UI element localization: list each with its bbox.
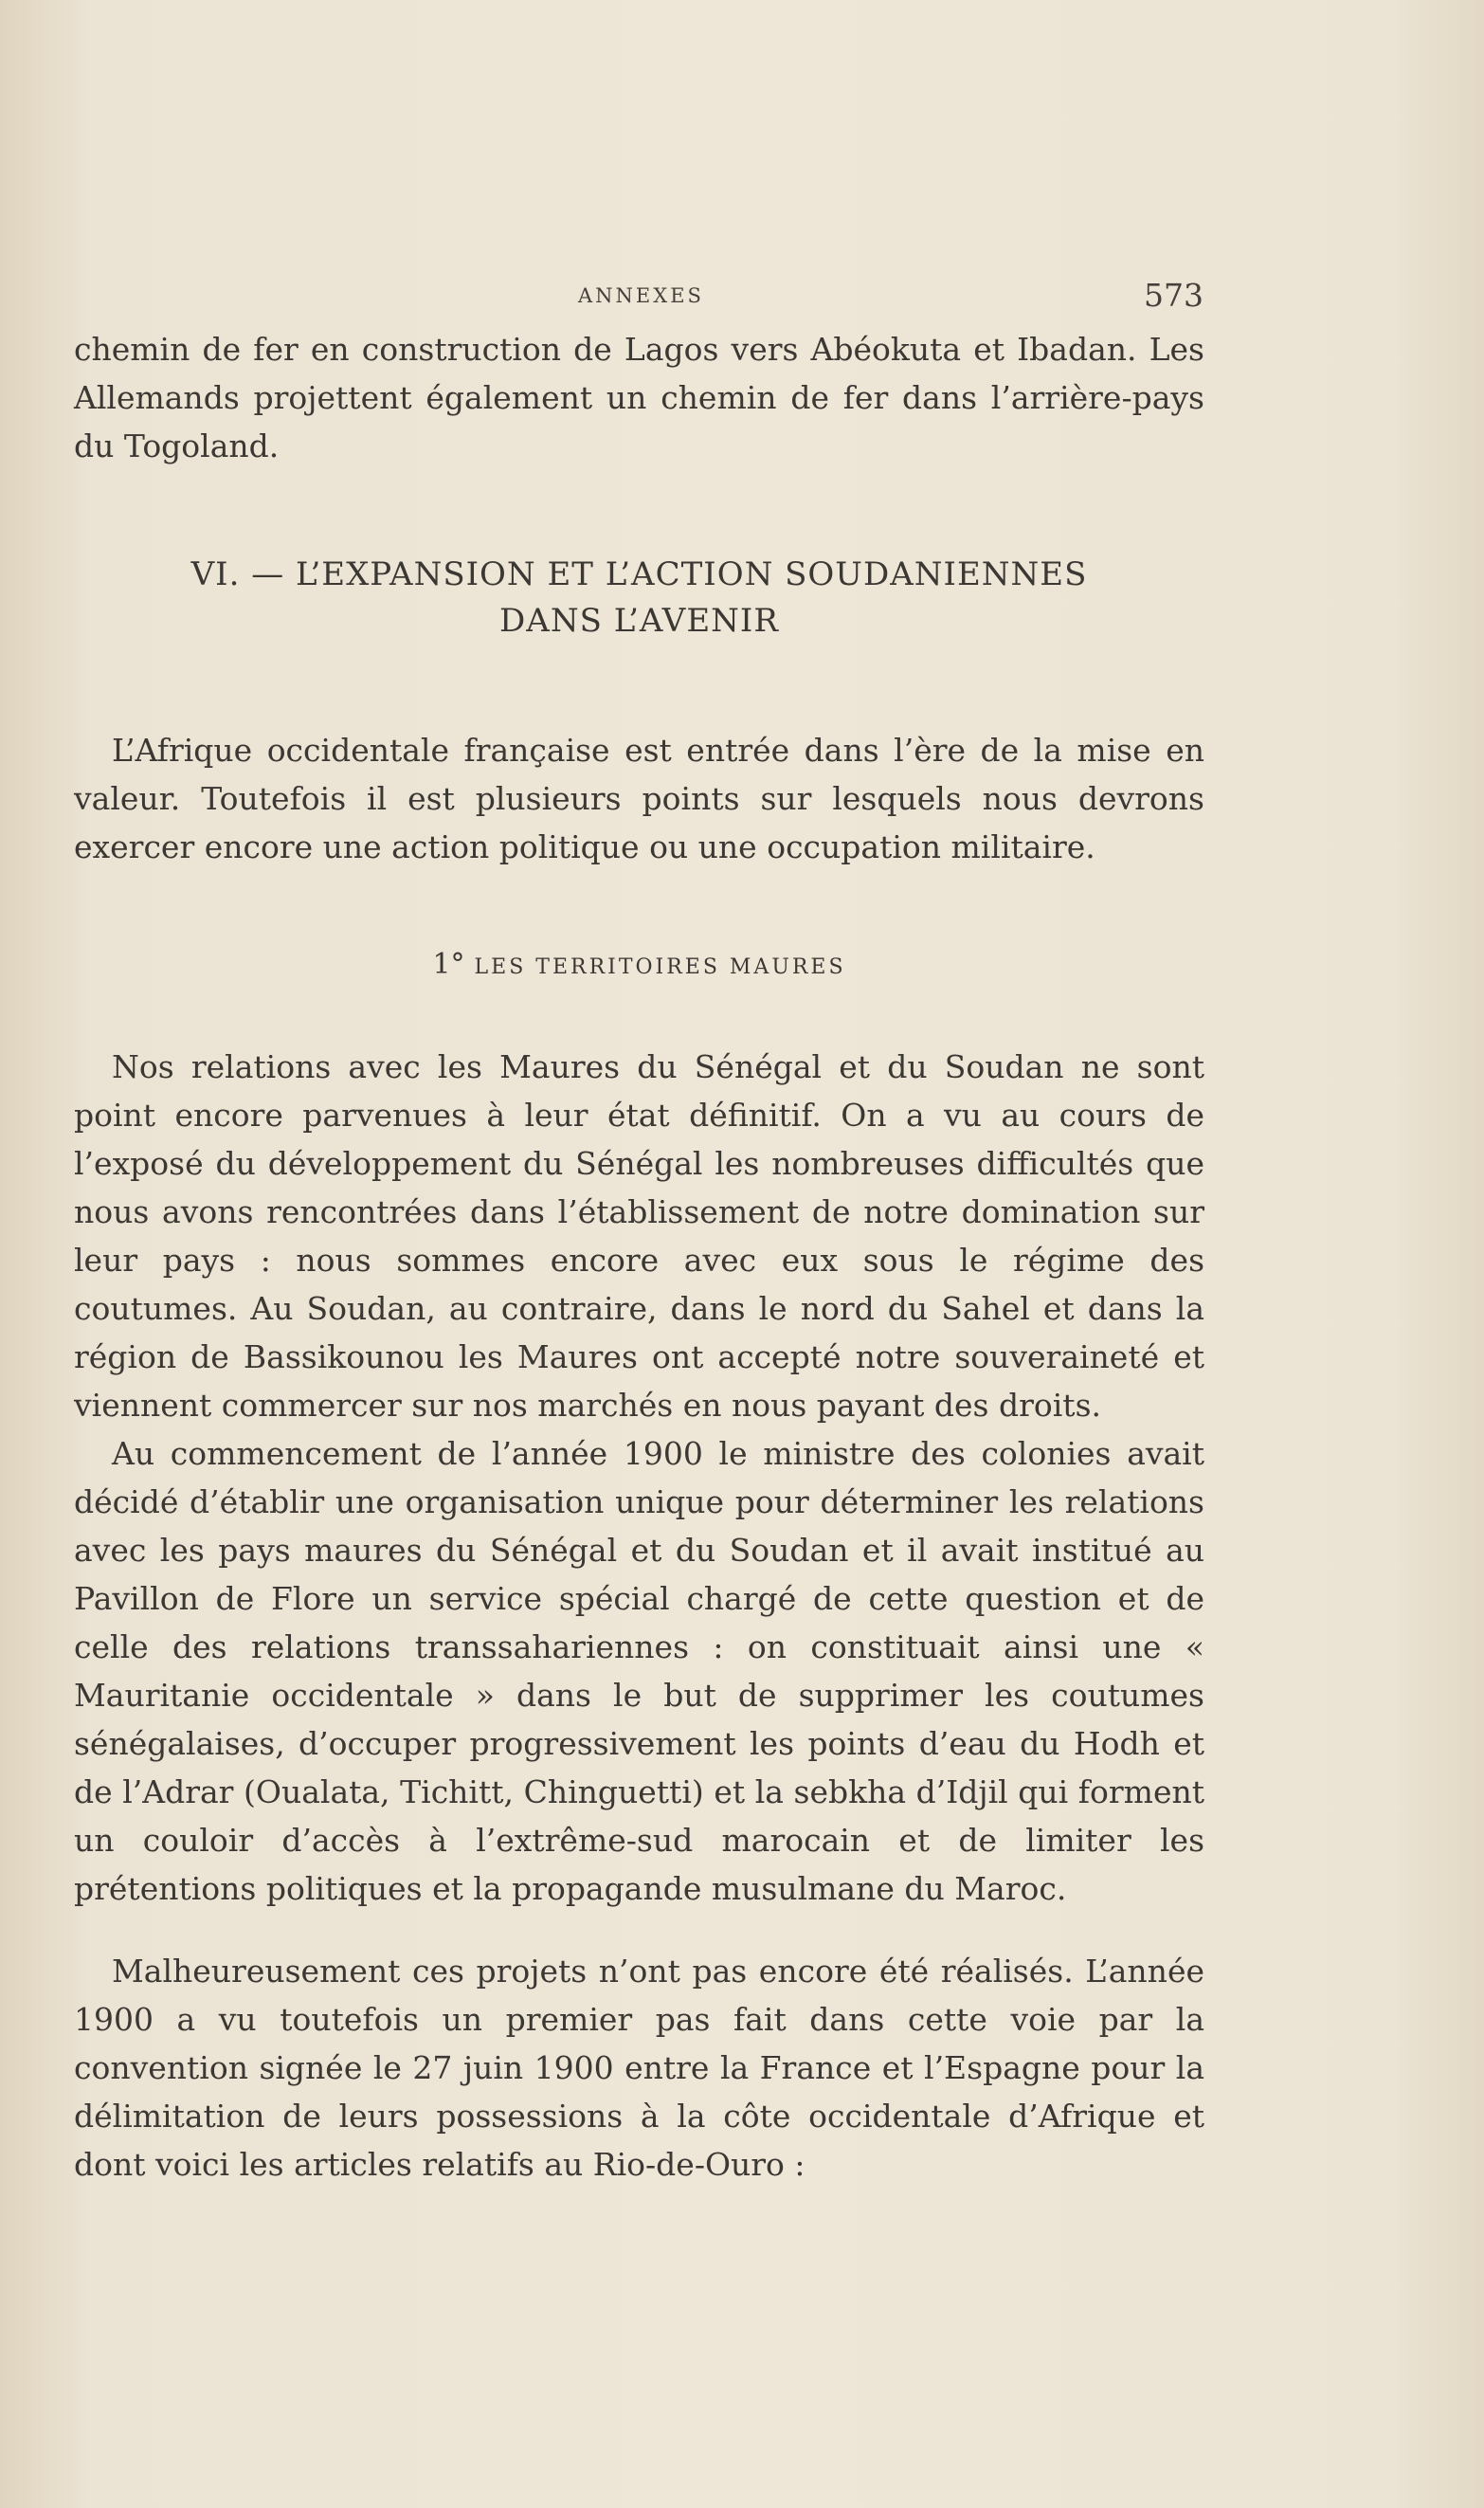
running-title: ANNEXES xyxy=(578,284,704,307)
intro-paragraph: chemin de fer en construction de Lagos vers Abéokuta et Ibadan. Les Allemands projettent également un chemin de fer dans l’arrière-pays du Togoland. xyxy=(74,331,1204,464)
section-heading xyxy=(74,552,1204,645)
section-heading-line1: VI. — L’EXPANSION ET L’ACTION SOUDANIENNES xyxy=(190,555,1088,593)
page-number: 573 xyxy=(1144,277,1203,314)
subsection-paragraph-1: Nos relations avec les Maures du Sénégal et du Soudan ne sont point encore parvenues à leur état définitif. On a vu au cours de l’exposé du développement du Sénégal les nombreuses difficultés que nous avons rencontrées dans l’établissement de notre domination sur leur pays : nous sommes encore avec eux sous le régime des coutumes. Au Soudan, au contraire, dans le nord du Sahel et dans la région de Bassikounou les Maures ont accepté notre souveraineté et viennent commercer sur nos marchés en nous payant des droits. xyxy=(74,1048,1204,1424)
running-head xyxy=(95,277,1203,315)
subsection-paragraph-3: Malheureusement ces projets n’ont pas encore été réalisés. L’année 1900 a vu toutefois un premier pas fait dans cette voie par la convention signée le 27 juin 1900 entre la France et l’Espagne pour la délimitation de leurs possessions à la côte occidentale d’Afrique et dont voici les articles relatifs au Rio-de-Ouro : xyxy=(74,1953,1204,2183)
section-text xyxy=(74,726,1204,871)
subsection-number: 1° xyxy=(432,948,465,981)
section-heading-line2: DANS L’AVENIR xyxy=(499,602,779,640)
section-paragraph: L’Afrique occidentale française est entrée dans l’ère de la mise en valeur. Toutefois il est plusieurs points sur lesquels nous devrons exercer encore une action politique ou une occupation militaire. xyxy=(74,732,1204,865)
subsection-heading xyxy=(74,948,1204,981)
subsection-title: LES TERRITOIRES MAURES xyxy=(474,955,846,979)
subsection-paragraph-2: Au commencement de l’année 1900 le ministre des colonies avait décidé d’établir une organisation unique pour déterminer les relations avec les pays maures du Sénégal et du Soudan et il avait institué au Pavillon de Flore un service spécial chargé de cette question et de celle des relations transsahariennes : on constituait ainsi une « Mauritanie occidentale » dans le but de supprimer les coutumes sénégalaises, d’occuper progressivement les points d’eau du Hodh et de l’Adrar (Oualata, Tichitt, Chinguetti) et la sebkha d’Idjil qui forment un couloir d’accès à l’extrême-sud marocain et de limiter les prétentions politiques et la propagande musulmane du Maroc. xyxy=(74,1435,1204,1907)
subsection-text xyxy=(74,1043,1204,2189)
intro-text xyxy=(74,325,1204,470)
